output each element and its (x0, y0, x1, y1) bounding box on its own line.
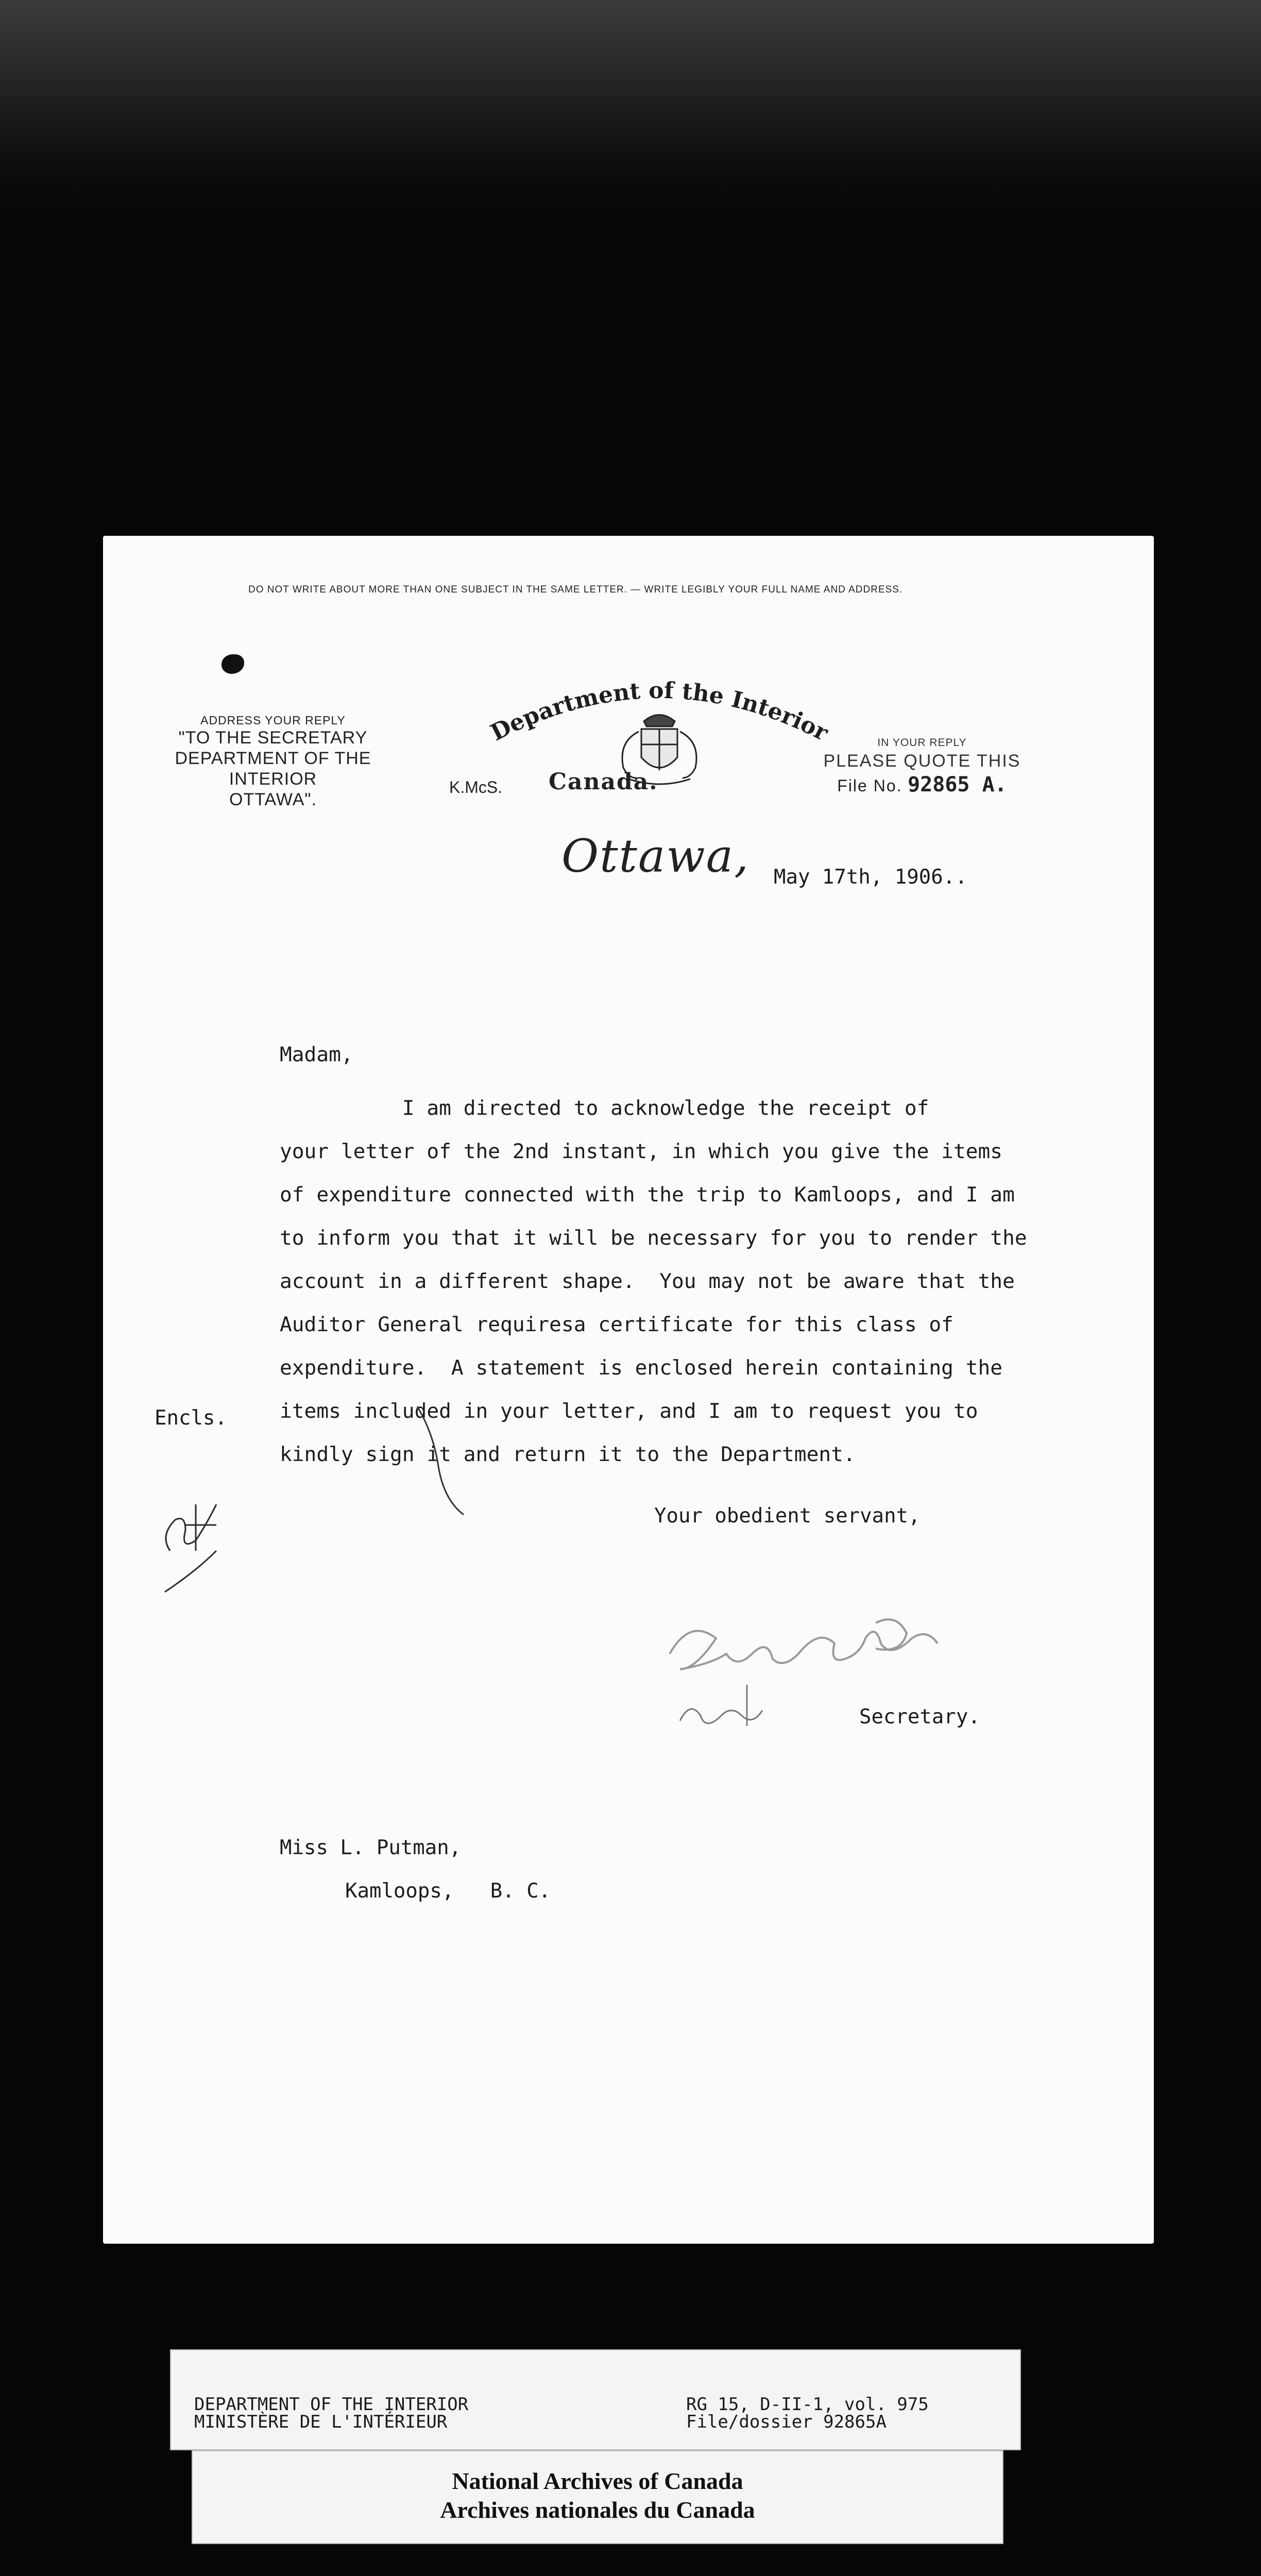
reply-instruction-block (793, 737, 1051, 796)
archive-name-label (192, 2450, 1003, 2544)
body-line: expenditure. A statement is enclosed herein containing the (280, 1356, 1003, 1380)
record-group: RG 15, D-II-1, vol. 975 (686, 2394, 929, 2415)
address-label: ADDRESS YOUR REPLY (200, 714, 346, 727)
file-number-row (793, 773, 1051, 796)
scan-background-top (0, 0, 1261, 216)
department-names (194, 2396, 468, 2431)
department-arc-text: Department of the Interior (486, 677, 832, 747)
ink-blot-mark (221, 654, 244, 674)
address-line: "TO THE SECRETARY (178, 728, 368, 748)
pencil-stroke-mark (412, 1401, 474, 1525)
letterhead-instruction: DO NOT WRITE ABOUT MORE THAN ONE SUBJECT IN THE SAME LETTER. — WRITE LEGIBLY YOUR FULL NAME AND ADDRESS. (248, 584, 903, 595)
closing: Your obedient servant, (654, 1504, 921, 1528)
body-line: account in a different shape. You may not be aware that the (280, 1269, 1015, 1293)
letter-city: Ottawa, (561, 829, 750, 883)
letter-body (280, 1033, 1083, 1476)
reply-label: IN YOUR REPLY (877, 737, 967, 749)
salutation: Madam, (280, 1043, 353, 1066)
reply-line: PLEASE QUOTE THIS (823, 751, 1021, 771)
body-line: I am directed to acknowledge the receipt of (280, 1096, 929, 1120)
department-name-fr: MINISTÈRE DE L'INTÉRIEUR (194, 2412, 448, 2432)
address-line: OTTAWA". (229, 790, 317, 809)
department-name-en: DEPARTMENT OF THE INTERIOR (194, 2394, 469, 2415)
letter-date: May 17th, 1906.. (774, 866, 967, 889)
file-dossier: File/dossier 92865A (686, 2412, 887, 2432)
body-line: Auditor General requiresa certificate for this class of (280, 1313, 953, 1336)
letter-page (103, 536, 1154, 2244)
file-number: 92865 A. (908, 773, 1007, 796)
file-label: File No. (837, 776, 902, 795)
recipient-location: Kamloops, B. C. (345, 1879, 551, 1903)
body-line: items included in your letter, and I am to request you to (280, 1399, 978, 1423)
letterhead-country: Canada. (549, 769, 658, 795)
body-line: kindly sign it and return it to the Department. (280, 1443, 856, 1466)
reference-initials: K.McS. (449, 778, 503, 796)
enclosure-note: Encls. (155, 1406, 227, 1430)
archive-name-fr: Archives nationales du Canada (440, 2497, 755, 2523)
archive-name-en: National Archives of Canada (452, 2468, 743, 2494)
body-line: to inform you that it will be necessary for you to render the (280, 1226, 1027, 1250)
body-line: of expenditure connected with the trip to Kamloops, and I am (280, 1183, 1015, 1207)
address-block (139, 714, 407, 810)
body-line: your letter of the 2nd instant, in which you give the items (280, 1140, 1003, 1163)
archive-reference-label (170, 2349, 1021, 2450)
address-line: DEPARTMENT OF THE INTERIOR (175, 749, 371, 789)
recipient-name: Miss L. Putman, (280, 1836, 462, 1859)
handwritten-annotation-icon (149, 1489, 232, 1623)
signer-title: Secretary. (859, 1705, 980, 1728)
record-reference (686, 2396, 929, 2431)
recipient-block (280, 1826, 551, 1913)
